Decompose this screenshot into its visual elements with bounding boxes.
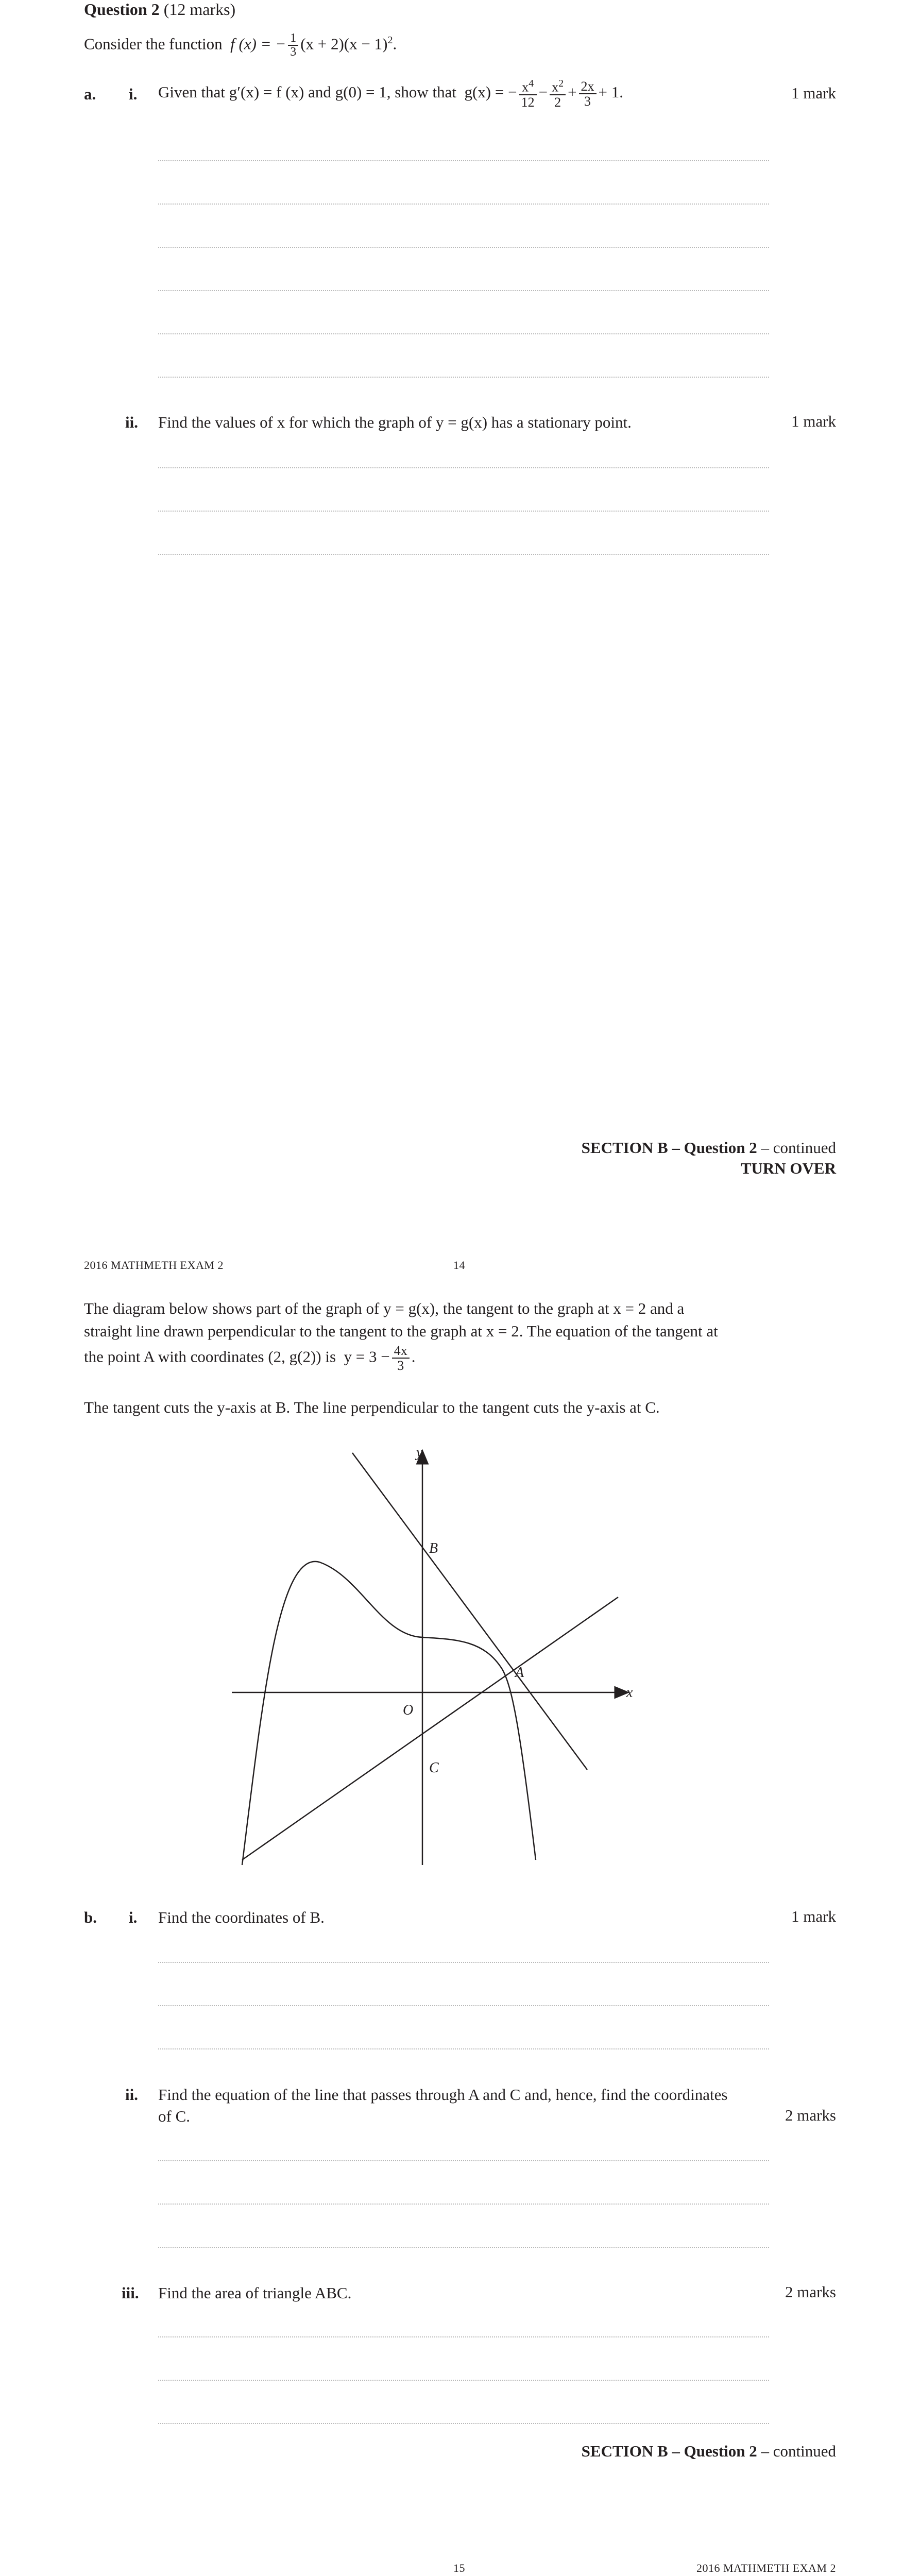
perpendicular-line <box>242 1597 618 1860</box>
answer-line <box>158 333 769 334</box>
part-a-ii-marks: 1 mark <box>791 412 836 430</box>
answer-line <box>158 554 769 555</box>
answer-line <box>158 511 769 512</box>
part-a-i-label: i. <box>129 85 138 103</box>
page2-header-page: 14 <box>453 1259 465 1272</box>
part-b-i-label: i. <box>129 1908 138 1926</box>
answer-line <box>158 2204 769 2205</box>
answer-line <box>158 1962 769 1963</box>
part-b-ii-text-line1: Find the equation of the line that passes through A and C and, hence, find the coordinates <box>158 2086 728 2104</box>
part-b-ii-label: ii. <box>125 2086 138 2104</box>
part-b-ii-text-line2: of C. <box>158 2107 190 2125</box>
answer-line <box>158 2160 769 2161</box>
answer-line <box>158 2336 769 2337</box>
page3-header-right: 2016 MATHMETH EXAM 2 <box>696 2562 836 2574</box>
graph-tangent-perpendicular <box>216 1443 639 1870</box>
page2-para2: The tangent cuts the y-axis at B. The line perpendicular to the tangent cuts the y-axis at C. <box>84 1398 660 1416</box>
part-b-i-text: Find the coordinates of B. <box>158 1908 325 1926</box>
part-a-ii-label: ii. <box>125 413 138 431</box>
answer-line <box>158 290 769 291</box>
point-c-label: C <box>429 1760 439 1776</box>
page3-header-page: 15 <box>453 2562 465 2574</box>
answer-line <box>158 2247 769 2248</box>
tangent-line <box>352 1453 587 1770</box>
point-a-label: A <box>515 1665 524 1681</box>
part-b-iii-marks: 2 marks <box>785 2283 836 2301</box>
page2-para1-line3: the point A with coordinates (2, g(2)) is y = 3 − $\frac{4x}{3}$ . <box>84 1343 416 1374</box>
part-b-i-marks: 1 mark <box>791 1907 836 1925</box>
page2-header-left: 2016 MATHMETH EXAM 2 <box>84 1259 224 1272</box>
answer-line <box>158 2005 769 2006</box>
answer-line <box>158 2048 769 2049</box>
part-b-label: b. <box>84 1908 97 1926</box>
answer-line <box>158 247 769 248</box>
question-title: Question 2 (12 marks) <box>84 0 236 19</box>
part-b-ii-marks: 2 marks <box>785 2106 836 2124</box>
x-axis-label: x <box>626 1685 633 1701</box>
part-a-ii-text: Find the values of x for which the graph of y = g(x) has a stationary point. <box>158 413 632 431</box>
page2-footer: SECTION B – Question 2 – continued <box>581 2442 836 2460</box>
origin-label: O <box>403 1702 414 1718</box>
point-b-label: B <box>429 1540 438 1556</box>
answer-line <box>158 2380 769 2381</box>
part-a-label: a. <box>84 85 96 103</box>
answer-line <box>158 2423 769 2424</box>
answer-line <box>158 377 769 378</box>
page2-para1-line2: straight line drawn perpendicular to the tangent to the graph at x = 2. The equation of the tangent at <box>84 1322 718 1340</box>
page2-para1-line1: The diagram below shows part of the graph of y = g(x), the tangent to the graph at x = 2 and a <box>84 1299 685 1317</box>
answer-line <box>158 467 769 468</box>
answer-line <box>158 160 769 161</box>
part-a-i-text: Given that g′(x) = f (x) and g(0) = 1, show that g(x) = − $\frac{x^4}{12}$ − $\frac{x^2}{2}$ + $\frac{2x}{3}$ + 1. <box>158 78 624 110</box>
question-intro: Consider the function f (x) = − $\frac{1}{3}$ $(x + 2)(x - 1)^2$. <box>84 31 397 59</box>
part-a-i-marks: 1 mark <box>791 84 836 102</box>
part-b-iii-text: Find the area of triangle ABC. <box>158 2284 352 2302</box>
page1-footer: SECTION B – Question 2 – continued TURN OVER <box>581 1139 836 1177</box>
curve-g <box>242 1562 536 1865</box>
answer-line <box>158 204 769 205</box>
y-axis-label: y <box>416 1445 423 1461</box>
part-b-iii-label: iii. <box>122 2284 139 2302</box>
